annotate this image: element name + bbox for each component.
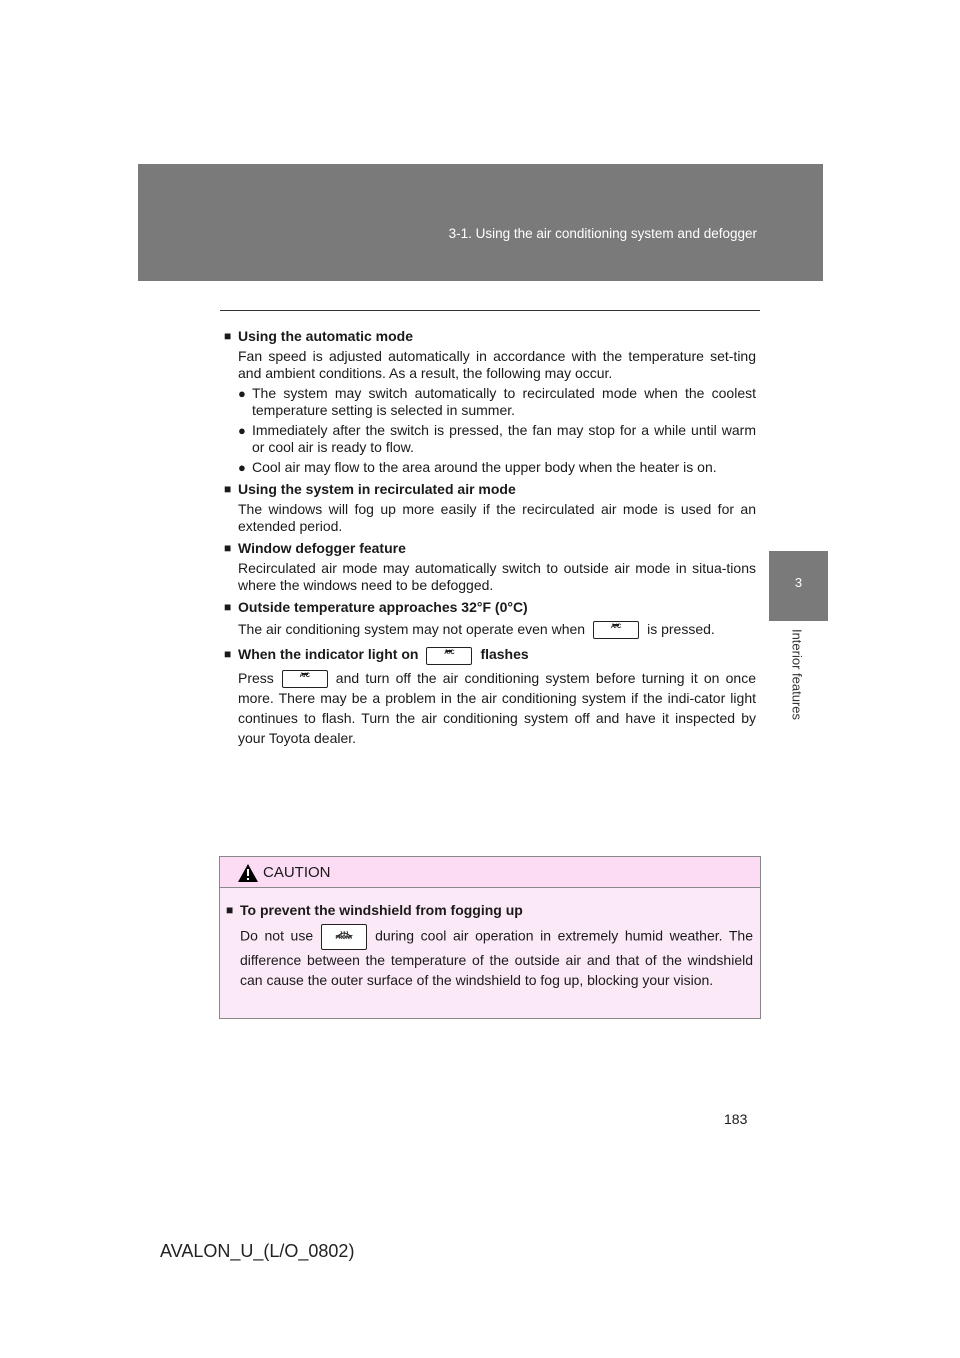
header-title: 3-1. Using the air conditioning system and defogger (448, 226, 757, 241)
section-heading (224, 599, 756, 616)
front-defogger-button-icon (321, 924, 367, 950)
square-bullet-icon: ■ (224, 600, 232, 614)
heading-text-after: flashes (480, 646, 529, 663)
list-item (238, 422, 756, 456)
ac-button-icon (282, 670, 328, 688)
text-before: Press (238, 669, 274, 686)
section-text (238, 668, 756, 748)
text-after: during cool air operation in extremely humid weather. The difference between the temperature of the outside air and that of the windshield can cause the outer surface of the windshield to fog up, blocking your vision. (240, 927, 753, 988)
page-number: 183 (724, 1111, 748, 1127)
top-rule (220, 310, 760, 311)
list-item (238, 385, 756, 419)
caution-content (226, 902, 753, 990)
list-item-text: Immediately after the switch is pressed, the fan may stop for a while until warm or cool air is ready to flow. (252, 422, 756, 455)
text-after: is pressed. (647, 621, 715, 637)
section-defog (224, 540, 756, 594)
square-bullet-icon: ■ (226, 903, 234, 917)
section-text: Fan speed is adjusted automatically in accordance with the temperature set-ting and ambient conditions. As a result, the following may occur. (238, 348, 756, 381)
list-item-text: The system may switch automatically to recirculated mode when the coolest temperature setting is selected in summer. (252, 385, 756, 418)
heading-text: To prevent the windshield from fogging up (240, 902, 523, 918)
caution-heading (226, 902, 753, 919)
front-label: FRONT (335, 935, 353, 941)
ac-label: A/C (444, 649, 455, 656)
list-item-text: Cool air may flow to the area around the upper body when the heater is on. (252, 459, 717, 475)
page-header (138, 164, 823, 281)
ac-label: A/C (610, 624, 622, 631)
section-text (238, 619, 756, 639)
warning-icon (237, 863, 259, 883)
square-bullet-icon: ■ (224, 329, 232, 343)
section-indicator (224, 644, 756, 748)
text-before: Do not use (240, 927, 314, 944)
bullet-list (238, 385, 756, 476)
bullet-icon: ● (238, 386, 246, 401)
text-before: The air conditioning system may not operate even when (238, 621, 586, 637)
caution-header (220, 857, 760, 888)
caution-body (220, 888, 760, 1018)
section-outside-temp (224, 599, 756, 639)
section-auto (224, 328, 756, 476)
document-code: AVALON_U_(L/O_0802) (160, 1241, 355, 1261)
text-after: and turn off the air conditioning system before turning it on once more. There may be a problem in the air conditioning system if the indi-cator light continues to flash. Turn the air conditioning system off and have it inspected by your Toyota dealer. (238, 669, 756, 746)
chapter-label-text: Interior features (789, 628, 805, 721)
section-heading (224, 540, 756, 557)
section-heading (224, 644, 756, 664)
chapter-number: 3 (794, 575, 803, 590)
section-text: Recirculated air mode may automatically switch to outside air mode in situa-tions where the windows need to be defogged. (238, 560, 756, 593)
section-heading (224, 481, 756, 498)
ac-button-icon (593, 621, 639, 639)
heading-text: Using the automatic mode (238, 328, 414, 344)
bullet-icon: ● (238, 423, 246, 438)
chapter-tab (769, 551, 828, 621)
main-content (224, 328, 756, 753)
chapter-label (788, 619, 808, 739)
square-bullet-icon: ■ (224, 482, 232, 496)
caution-text (240, 924, 753, 990)
caution-box (219, 856, 761, 1019)
heading-text: Using the system in recirculated air mode (238, 481, 516, 497)
heading-text-before: When the indicator light on (238, 646, 419, 663)
square-bullet-icon: ■ (224, 541, 232, 555)
caution-title: CAUTION (263, 864, 331, 881)
list-item (238, 459, 756, 476)
bullet-icon: ● (238, 460, 246, 475)
heading-text: Outside temperature approaches 32°F (0°C) (238, 599, 528, 615)
section-heading (224, 328, 756, 345)
ac-label: A/C (299, 672, 310, 679)
section-recirc (224, 481, 756, 535)
heading-text: Window defogger feature (238, 540, 406, 556)
square-bullet-icon: ■ (224, 647, 232, 662)
section-text: The windows will fog up more easily if the recirculated air mode is used for an extended period. (238, 501, 756, 534)
ac-button-icon (426, 647, 472, 665)
